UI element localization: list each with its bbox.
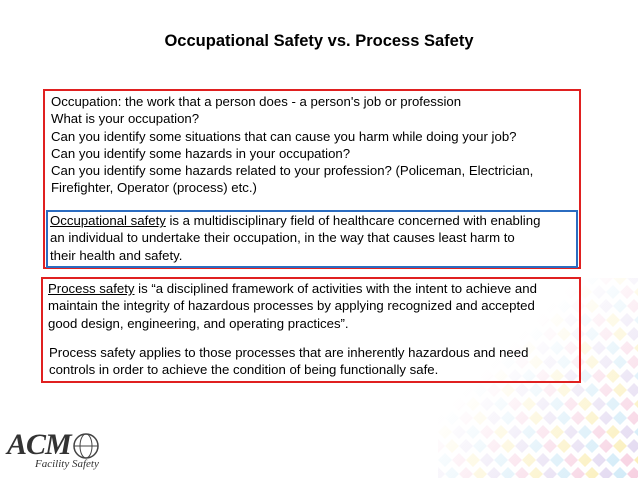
process-safety-definition xyxy=(48,280,537,332)
decorative-diamond xyxy=(529,467,543,478)
decorative-diamond xyxy=(557,467,571,478)
decorative-diamond xyxy=(438,467,445,478)
decorative-diamond xyxy=(445,411,459,425)
decorative-diamond xyxy=(466,425,480,439)
decorative-diamond xyxy=(536,397,550,411)
decorative-diamond xyxy=(564,425,578,439)
decorative-diamond xyxy=(620,397,634,411)
definition-text: their health and safety. xyxy=(50,247,183,263)
decorative-diamond xyxy=(627,411,638,425)
decorative-diamond xyxy=(585,299,599,313)
decorative-diamond xyxy=(620,425,634,439)
decorative-diamond xyxy=(578,425,592,439)
decorative-diamond xyxy=(487,383,501,397)
decorative-diamond xyxy=(473,411,487,425)
decorative-diamond xyxy=(606,397,620,411)
decorative-diamond xyxy=(571,383,585,397)
decorative-diamond xyxy=(466,397,480,411)
decorative-diamond xyxy=(599,327,613,341)
decorative-diamond xyxy=(571,467,585,478)
decorative-diamond xyxy=(452,453,466,467)
decorative-diamond xyxy=(501,383,515,397)
occupation-line: Occupation: the work that a person does - a person's job or profession xyxy=(51,94,462,109)
definition-text: maintain the integrity of hazardous processes by applying recognized and accepted xyxy=(48,298,535,314)
decorative-diamond xyxy=(487,411,501,425)
decorative-diamond xyxy=(529,439,543,453)
decorative-diamond xyxy=(613,355,627,369)
decorative-diamond xyxy=(613,467,627,478)
decorative-diamond xyxy=(592,425,606,439)
decorative-diamond xyxy=(592,397,606,411)
decorative-diamond xyxy=(438,453,452,467)
decorative-diamond xyxy=(613,383,627,397)
decorative-diamond xyxy=(585,278,599,285)
decorative-diamond xyxy=(501,467,515,478)
decorative-diamond xyxy=(634,285,638,299)
decorative-diamond xyxy=(494,453,508,467)
decorative-diamond xyxy=(599,467,613,478)
decorative-diamond xyxy=(550,397,564,411)
decorative-diamond xyxy=(634,397,638,411)
decorative-diamond xyxy=(613,299,627,313)
decorative-diamond xyxy=(585,439,599,453)
definition-text: an individual to undertake their occupation, in the way that causes least harm to xyxy=(50,230,515,246)
decorative-diamond xyxy=(599,278,613,285)
decorative-diamond xyxy=(508,453,522,467)
decorative-diamond xyxy=(599,355,613,369)
decorative-diamond xyxy=(606,341,620,355)
decorative-diamond xyxy=(536,453,550,467)
decorative-diamond xyxy=(620,369,634,383)
process-safety-applies-text xyxy=(49,344,528,379)
decorative-diamond xyxy=(445,467,459,478)
logo-brand: ACM xyxy=(7,428,71,461)
decorative-diamond xyxy=(634,453,638,467)
decorative-diamond xyxy=(466,453,480,467)
decorative-diamond xyxy=(585,355,599,369)
decorative-diamond xyxy=(585,411,599,425)
definition-text: is “a disciplined framework of activities with the intent to achieve and xyxy=(134,281,537,296)
decorative-diamond xyxy=(606,453,620,467)
decorative-diamond xyxy=(508,425,522,439)
decorative-diamond xyxy=(550,425,564,439)
decorative-diamond xyxy=(606,285,620,299)
decorative-diamond xyxy=(522,425,536,439)
decorative-diamond xyxy=(543,383,557,397)
decorative-diamond xyxy=(487,467,501,478)
definition-text: controls in order to achieve the condition of being functionally safe. xyxy=(49,362,439,378)
decorative-diamond xyxy=(480,453,494,467)
decorative-diamond xyxy=(438,383,445,397)
decorative-diamond xyxy=(564,453,578,467)
decorative-diamond xyxy=(613,278,627,285)
acm-logo xyxy=(5,428,115,474)
decorative-diamond xyxy=(592,453,606,467)
decorative-diamond xyxy=(529,383,543,397)
decorative-diamond xyxy=(599,411,613,425)
decorative-diamond xyxy=(480,397,494,411)
decorative-diamond xyxy=(473,383,487,397)
decorative-diamond xyxy=(557,439,571,453)
decorative-diamond xyxy=(459,411,473,425)
decorative-diamond xyxy=(515,383,529,397)
decorative-diamond xyxy=(620,285,634,299)
decorative-diamond xyxy=(627,299,638,313)
decorative-diamond xyxy=(501,439,515,453)
decorative-diamond xyxy=(438,397,452,411)
decorative-diamond xyxy=(508,397,522,411)
decorative-diamond xyxy=(585,327,599,341)
decorative-diamond xyxy=(445,383,459,397)
decorative-diamond xyxy=(627,355,638,369)
decorative-diamond xyxy=(620,341,634,355)
occupation-line: Can you identify some hazards in your occupation? xyxy=(51,145,351,161)
decorative-diamond xyxy=(550,453,564,467)
decorative-diamond xyxy=(438,425,452,439)
decorative-diamond xyxy=(634,313,638,327)
decorative-diamond xyxy=(459,467,473,478)
decorative-diamond xyxy=(620,313,634,327)
slide-title: Occupational Safety vs. Process Safety xyxy=(164,32,474,50)
decorative-diamond xyxy=(627,278,638,285)
decorative-diamond xyxy=(606,369,620,383)
decorative-diamond xyxy=(438,439,445,453)
occupation-line: What is your occupation? xyxy=(51,111,200,127)
definition-text: good design, engineering, and operating practices”. xyxy=(48,315,349,331)
decorative-diamond xyxy=(571,439,585,453)
decorative-diamond xyxy=(522,453,536,467)
decorative-diamond xyxy=(592,285,606,299)
decorative-diamond xyxy=(599,383,613,397)
decorative-diamond xyxy=(473,439,487,453)
decorative-diamond xyxy=(480,425,494,439)
decorative-diamond xyxy=(494,397,508,411)
decorative-diamond xyxy=(487,439,501,453)
decorative-diamond xyxy=(557,383,571,397)
occupation-line: Can you identify some hazards related to your profession? (Policeman, Electrician, xyxy=(51,163,534,179)
decorative-diamond xyxy=(571,411,585,425)
decorative-diamond xyxy=(585,467,599,478)
decorative-diamond xyxy=(606,313,620,327)
occupation-line: Can you identify some situations that can cause you harm while doing your job? xyxy=(51,128,517,144)
decorative-diamond xyxy=(592,341,606,355)
decorative-diamond xyxy=(529,411,543,425)
decorative-diamond xyxy=(592,369,606,383)
decorative-diamond xyxy=(634,341,638,355)
process-safety-term: Process safety xyxy=(48,281,135,296)
decorative-diamond xyxy=(627,327,638,341)
decorative-diamond xyxy=(452,397,466,411)
decorative-diamond xyxy=(543,467,557,478)
decorative-diamond xyxy=(599,439,613,453)
decorative-diamond xyxy=(599,299,613,313)
decorative-diamond xyxy=(627,467,638,478)
occupational-safety-definition xyxy=(50,212,540,264)
decorative-diamond xyxy=(627,383,638,397)
decorative-diamond xyxy=(564,397,578,411)
decorative-diamond xyxy=(585,383,599,397)
globe-icon xyxy=(71,431,101,461)
decorative-diamond xyxy=(452,425,466,439)
decorative-diamond xyxy=(445,439,459,453)
decorative-diamond xyxy=(459,439,473,453)
decorative-diamond xyxy=(515,439,529,453)
decorative-diamond xyxy=(613,439,627,453)
occupation-line: Firefighter, Operator (process) etc.) xyxy=(51,180,257,196)
definition-text: Process safety applies to those processes that are inherently hazardous and need xyxy=(49,345,529,360)
decorative-diamond xyxy=(543,439,557,453)
decorative-diamond xyxy=(515,411,529,425)
decorative-diamond xyxy=(592,313,606,327)
decorative-diamond xyxy=(557,411,571,425)
decorative-diamond xyxy=(578,453,592,467)
decorative-diamond xyxy=(634,369,638,383)
decorative-diamond xyxy=(578,397,592,411)
decorative-diamond xyxy=(522,397,536,411)
occupational-safety-term: Occupational safety xyxy=(50,213,166,228)
decorative-diamond xyxy=(543,411,557,425)
decorative-diamond xyxy=(613,411,627,425)
decorative-diamond xyxy=(620,453,634,467)
decorative-diamond xyxy=(473,467,487,478)
decorative-diamond xyxy=(459,383,473,397)
definition-text: is a multidisciplinary field of healthcare concerned with enabling xyxy=(165,213,541,228)
decorative-diamond xyxy=(438,411,445,425)
decorative-diamond xyxy=(613,327,627,341)
decorative-diamond xyxy=(515,467,529,478)
decorative-diamond xyxy=(536,425,550,439)
logo-subtitle: Facility Safety xyxy=(35,458,99,470)
decorative-diamond xyxy=(606,425,620,439)
decorative-diamond xyxy=(627,439,638,453)
occupation-questions-text xyxy=(51,93,533,197)
decorative-diamond xyxy=(501,411,515,425)
decorative-diamond xyxy=(494,425,508,439)
decorative-diamond xyxy=(634,425,638,439)
